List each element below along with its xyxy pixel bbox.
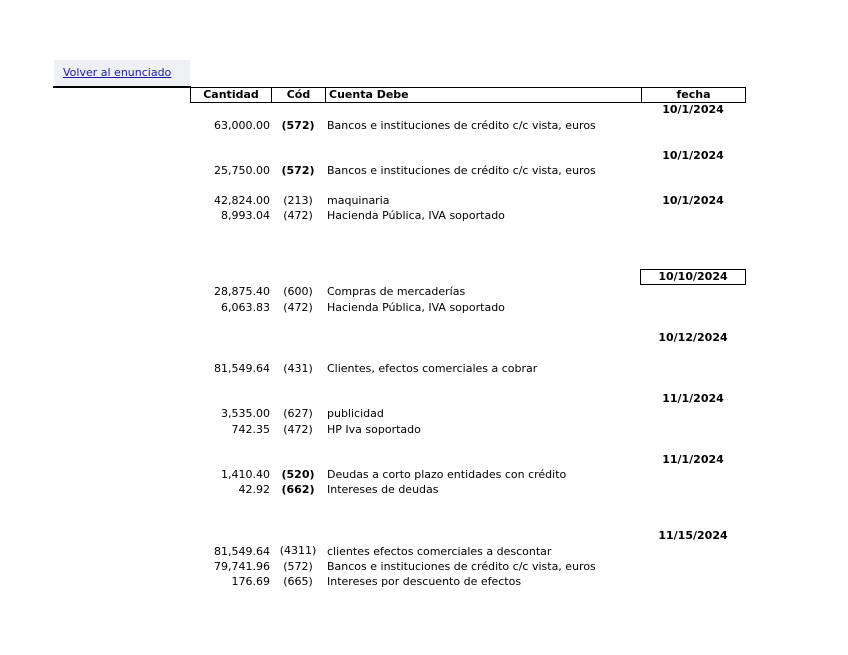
row-code: (572) xyxy=(283,560,313,573)
row-code: (572) xyxy=(281,164,315,177)
entry-date: 11/1/2024 xyxy=(662,453,724,466)
row-account: Intereses de deudas xyxy=(327,483,439,496)
entry-date: 10/1/2024 xyxy=(662,149,724,162)
row-code: (665) xyxy=(283,575,313,588)
row-account: Intereses por descuento de efectos xyxy=(327,575,522,588)
row-amount: 28,875.40 xyxy=(214,285,270,298)
row-account: Hacienda Pública, IVA soportado xyxy=(327,301,505,314)
row-account: Hacienda Pública, IVA soportado xyxy=(327,209,505,222)
row-code: (662) xyxy=(281,483,315,496)
header-fecha: fecha xyxy=(641,87,746,103)
row-code: (627) xyxy=(283,407,313,420)
entry-date-selected[interactable]: 10/10/2024 xyxy=(640,269,746,285)
row-account: Deudas a corto plazo entidades con crédito xyxy=(327,468,567,481)
row-account: Bancos e instituciones de crédito c/c vista, euros xyxy=(327,119,596,132)
row-amount: 81,549.64 xyxy=(214,362,270,375)
row-code: (4311) xyxy=(279,544,317,557)
entry-date: 10/12/2024 xyxy=(658,331,728,344)
row-code: (572) xyxy=(281,119,315,132)
entry-date: 10/1/2024 xyxy=(662,194,724,207)
row-amount: 81,549.64 xyxy=(214,545,270,558)
header-cuenta-debe: Cuenta Debe xyxy=(325,87,641,103)
row-amount: 25,750.00 xyxy=(214,164,270,177)
row-code: (213) xyxy=(283,194,313,207)
row-code: (472) xyxy=(283,423,313,436)
row-code: (472) xyxy=(283,209,313,222)
row-amount: 176.69 xyxy=(231,575,270,588)
row-amount: 3,535.00 xyxy=(221,407,270,420)
divider-line xyxy=(53,86,191,88)
row-amount: 79,741.96 xyxy=(214,560,270,573)
back-to-statement-link[interactable]: Volver al enunciado xyxy=(63,66,172,79)
header-cod: Cód xyxy=(271,87,325,103)
row-code: (431) xyxy=(283,362,313,375)
row-account: HP Iva soportado xyxy=(327,423,421,436)
entry-date: 10/1/2024 xyxy=(662,103,724,116)
row-account: clientes efectos comerciales a descontar xyxy=(327,545,552,558)
row-amount: 6,063.83 xyxy=(221,301,270,314)
row-amount: 8,993.04 xyxy=(221,209,270,222)
row-code: (600) xyxy=(283,285,313,298)
row-account: maquinaria xyxy=(327,194,390,207)
header-cantidad: Cantidad xyxy=(190,87,271,103)
row-amount: 742.35 xyxy=(231,423,270,436)
row-amount: 1,410.40 xyxy=(221,468,270,481)
row-account: Compras de mercaderías xyxy=(327,285,466,298)
entry-date: 11/15/2024 xyxy=(658,529,728,542)
row-account: publicidad xyxy=(327,407,384,420)
row-amount: 42,824.00 xyxy=(214,194,270,207)
row-amount: 63,000.00 xyxy=(214,119,270,132)
entry-date: 11/1/2024 xyxy=(662,392,724,405)
row-code: (472) xyxy=(283,301,313,314)
row-amount: 42.92 xyxy=(238,483,270,496)
row-account: Bancos e instituciones de crédito c/c vista, euros xyxy=(327,560,596,573)
row-account: Clientes, efectos comerciales a cobrar xyxy=(327,362,538,375)
row-account: Bancos e instituciones de crédito c/c vista, euros xyxy=(327,164,596,177)
row-code: (520) xyxy=(281,468,315,481)
